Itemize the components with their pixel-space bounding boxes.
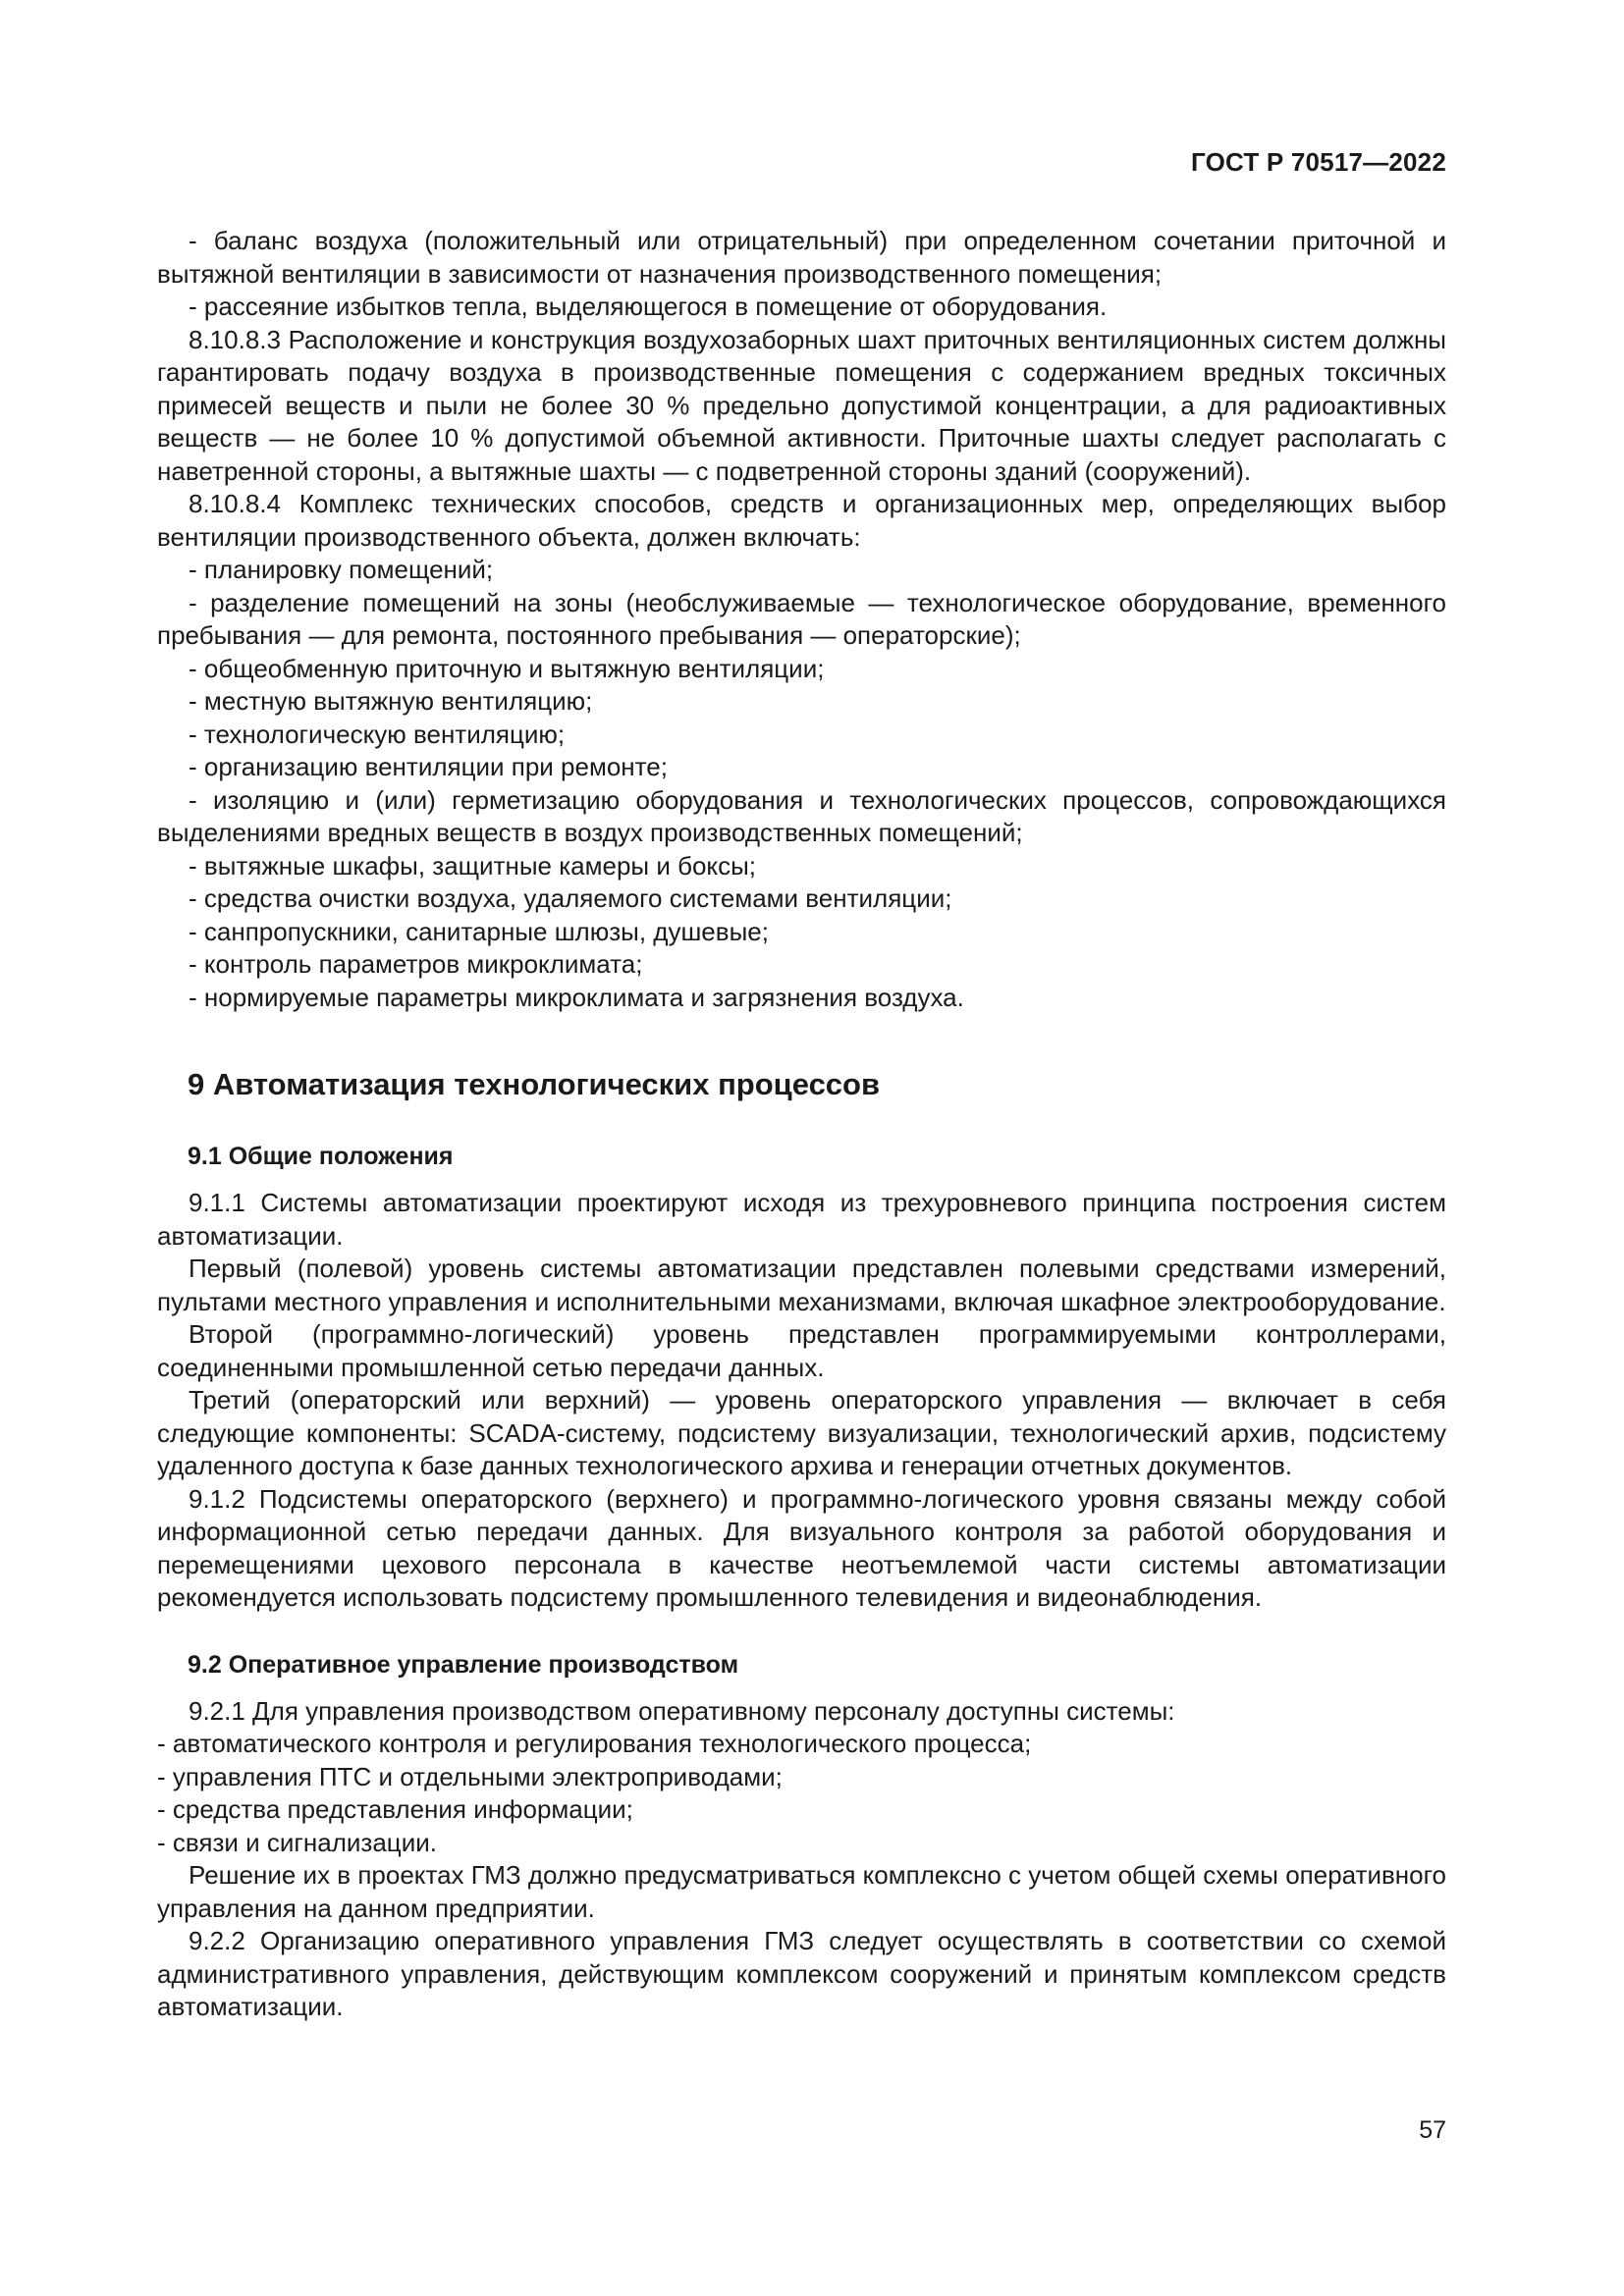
paragraph: - связи и сигнализации. xyxy=(157,1827,437,1857)
paragraph: - санпропускники, санитарные шлюзы, душевые; xyxy=(189,916,769,946)
subsection-9-1-text xyxy=(157,1187,1446,1615)
paragraph: 9.1.1 Системы автоматизации проектируют исходя из трехуровневого принципа построения систем автоматизации. xyxy=(157,1188,1446,1251)
document-header-id: ГОСТ Р 70517—2022 xyxy=(1191,147,1446,177)
section-9-heading: 9 Автоматизация технологических процессов xyxy=(188,1067,881,1101)
section-8-ventilation-text xyxy=(157,225,1446,1014)
paragraph: - рассеяние избытков тепла, выделяющегося в помещение от оборудования. xyxy=(189,292,1108,321)
paragraph: - разделение помещений на зоны (необслуживаемые — технологическое оборудование, временного пребывания — для ремонта, постоянного пребывания — операторские); xyxy=(157,587,1446,650)
paragraph: Решение их в проектах ГМЗ должно предусматриваться комплексно с учетом общей схемы оперативного управления на данном предприятии. xyxy=(157,1860,1446,1923)
paragraph: Второй (программно-логический) уровень представлен программируемыми контроллерами, соединенными промышленной сетью передачи данных. xyxy=(157,1319,1446,1382)
subsection-9-1-heading: 9.1 Общие положения xyxy=(188,1143,454,1170)
paragraph: - нормируемые параметры микроклимата и загрязнения воздуха. xyxy=(189,982,964,1012)
paragraph: - изоляцию и (или) герметизацию оборудования и технологических процессов, сопровождающихся выделениями вредных веществ в воздух производственных помещений; xyxy=(157,784,1446,847)
paragraph: - баланс воздуха (положительный или отрицательный) при определенном сочетании приточной и вытяжной вентиляции в зависимости от назначения производственного помещения; xyxy=(157,226,1446,289)
paragraph: 8.10.8.4 Комплекс технических способов, средств и организационных мер, определяющих выбор вентиляции производственного объекта, должен включать: xyxy=(157,489,1446,552)
subsection-9-2-heading: 9.2 Оперативное управление производством xyxy=(188,1650,739,1679)
paragraph: 8.10.8.3 Расположение и конструкция воздухозаборных шахт приточных вентиляционных систем должны гарантировать подачу воздуха в производственные помещения с содержанием вредных токсичных примесей веществ и пыли не более 30 % предельно допустимой концентрации, а для радиоактивных веществ — не более 10 % допустимой объемной активности. Приточные шахты следует располагать с наветренной стороны, а вытяжные шахты — с подветренной стороны зданий (сооружений). xyxy=(157,324,1446,486)
paragraph: - технологическую вентиляцию; xyxy=(189,719,566,749)
paragraph: - контроль параметров микроклимата; xyxy=(189,949,643,979)
subsection-9-2-text xyxy=(157,1695,1446,2024)
paragraph: Третий (операторский или верхний) — уровень операторского управления — включает в себя следующие компоненты: SCADA-систему, подсистему визуализации, технологический архив, подсистему удаленного доступа к базе данных технологического архива и генерации отчетных документов. xyxy=(157,1385,1446,1480)
page-number: 57 xyxy=(1419,2116,1446,2144)
paragraph: - автоматического контроля и регулирования технологического процесса; xyxy=(157,1729,1032,1758)
document-body xyxy=(157,225,1446,2024)
paragraph: 9.2.1 Для управления производством оперативному персоналу доступны системы: xyxy=(189,1695,1175,1726)
paragraph: - средства представления информации; xyxy=(157,1794,633,1824)
paragraph: - местную вытяжную вентиляцию; xyxy=(189,686,593,716)
paragraph: 9.2.2 Организацию оперативного управления ГМЗ следует осуществлять в соответствии со схемой административного управления, действующим комплексом сооружений и принятым комплексом средств автоматизации. xyxy=(157,1926,1446,2021)
paragraph: 9.1.2 Подсистемы операторского (верхнего) и программно-логического уровня связаны между собой информационной сетью передачи данных. Для визуального контроля за работой оборудования и перемещениями цехового персонала в качестве неотъемлемой части системы автоматизации рекомендуется использовать подсистему промышленного телевидения и видеонаблюдения. xyxy=(157,1483,1446,1612)
paragraph: - организацию вентиляции при ремонте; xyxy=(189,752,668,781)
paragraph: - планировку помещений; xyxy=(189,555,494,584)
paragraph: - управления ПТС и отдельными электроприводами; xyxy=(157,1761,783,1791)
paragraph: - общеобменную приточную и вытяжную вентиляции; xyxy=(189,653,825,683)
paragraph: - вытяжные шкафы, защитные камеры и боксы; xyxy=(189,850,757,881)
paragraph: - средства очистки воздуха, удаляемого системами вентиляции; xyxy=(189,883,952,913)
paragraph: Первый (полевой) уровень системы автоматизации представлен полевыми средствами измерений, пультами местного управления и исполнительными механизмами, включая шкафное электрооборудование. xyxy=(157,1254,1446,1316)
